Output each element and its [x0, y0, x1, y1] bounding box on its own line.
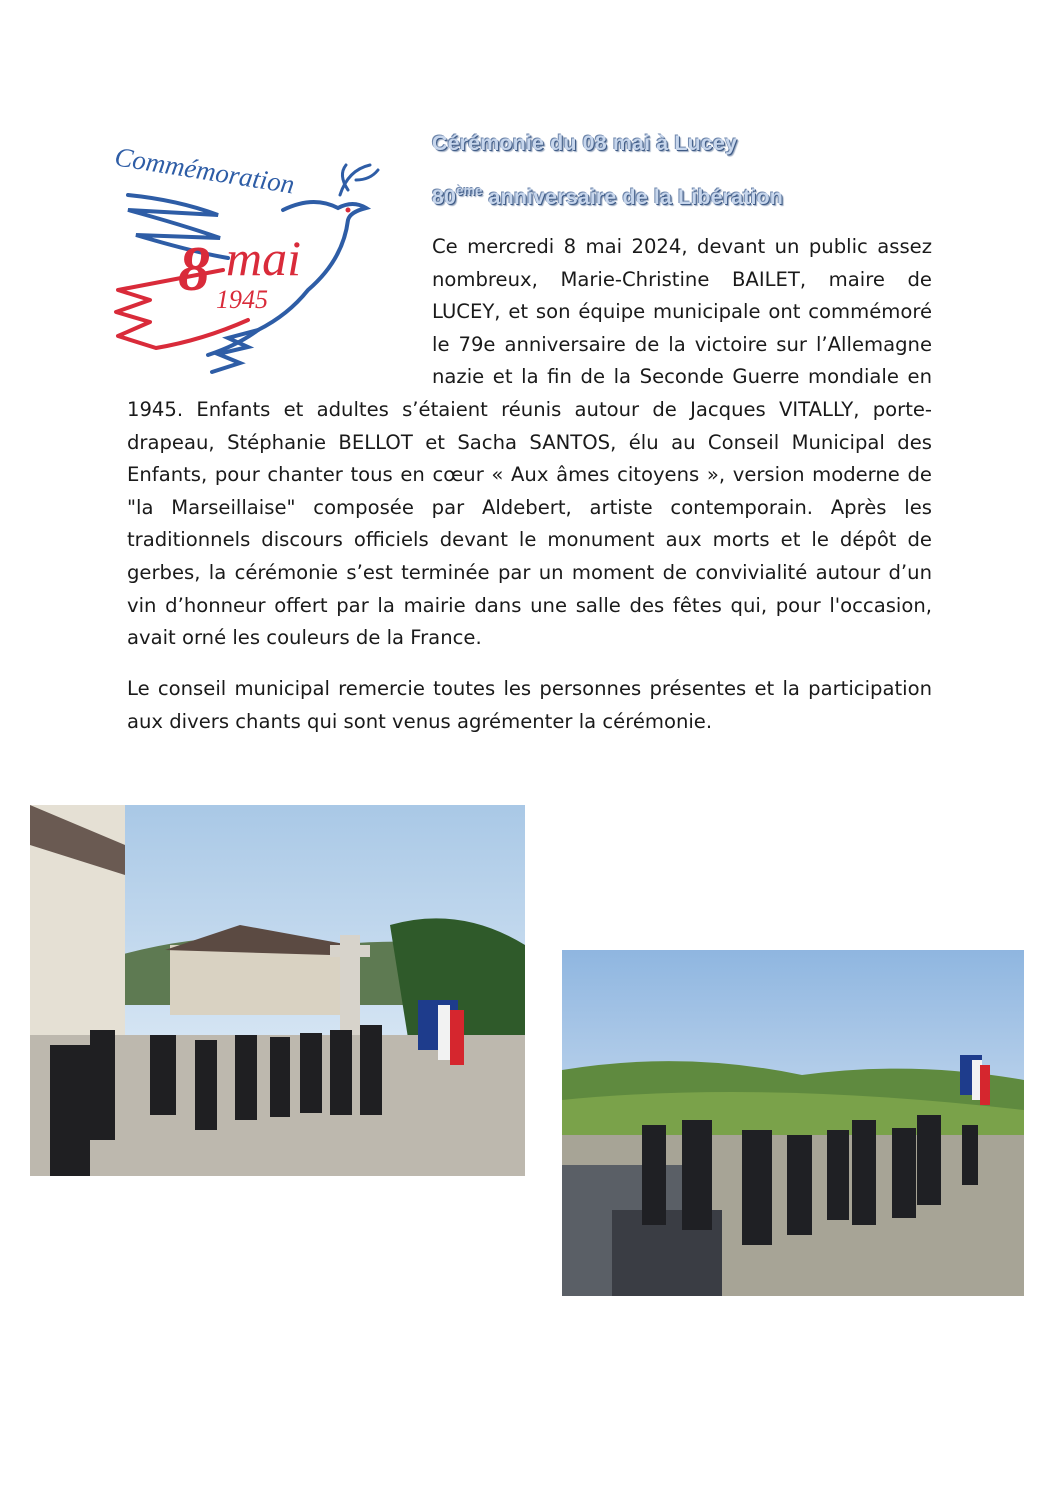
logo-month: mai [226, 230, 301, 286]
logo-top-word: Commémoration [112, 141, 297, 200]
article-paragraph-1 [127, 231, 932, 655]
page-subtitle [432, 183, 783, 210]
paragraph-1-text: Ce mercredi 8 mai 2024, devant un public assez nombreux, Marie-Christine BAILET, maire de LUCEY, et son équipe municipale ont commémoré le 79e anniversaire de la victoire sur l’Allemagne nazie et la fin de la Seconde Guerre mondiale en 1945. Enfants et adultes s’étaient réunis autour de Jacques VITALLY, porte-drapeau, Stéphanie BELLOT et Sacha SANTOS, élu au Conseil Municipal des Enfants, pour chanter tous en cœur « Aux âmes citoyens », version moderne de "la Marseillaise" composée par Aldebert, artiste contemporain. Après les traditionnels discours officiels devant le monument aux morts et le dépôt de gerbes, la cérémonie s’est terminée par un moment de convivialité autour d’un vin d’honneur offert par la mairie dans une salle des fêtes qui, pour l'occasion, avait orné les couleurs de la France. [127, 235, 932, 650]
ceremony-photo-cemetery [562, 950, 1024, 1296]
article-paragraph-2: Le conseil municipal remercie toutes les personnes présentes et la participation aux divers chants qui sont venus agrémenter la cérémonie. [127, 677, 932, 733]
page-title: Cérémonie du 08 mai à Lucey [432, 131, 738, 155]
subtitle-rest: anniversaire de la Libération [482, 185, 783, 209]
logo-year: 1945 [216, 285, 268, 314]
subtitle-superscript: ème [456, 183, 483, 198]
subtitle-number: 80 [432, 185, 457, 209]
logo-day: 8 [178, 233, 210, 304]
ceremony-photo-square [30, 805, 525, 1176]
